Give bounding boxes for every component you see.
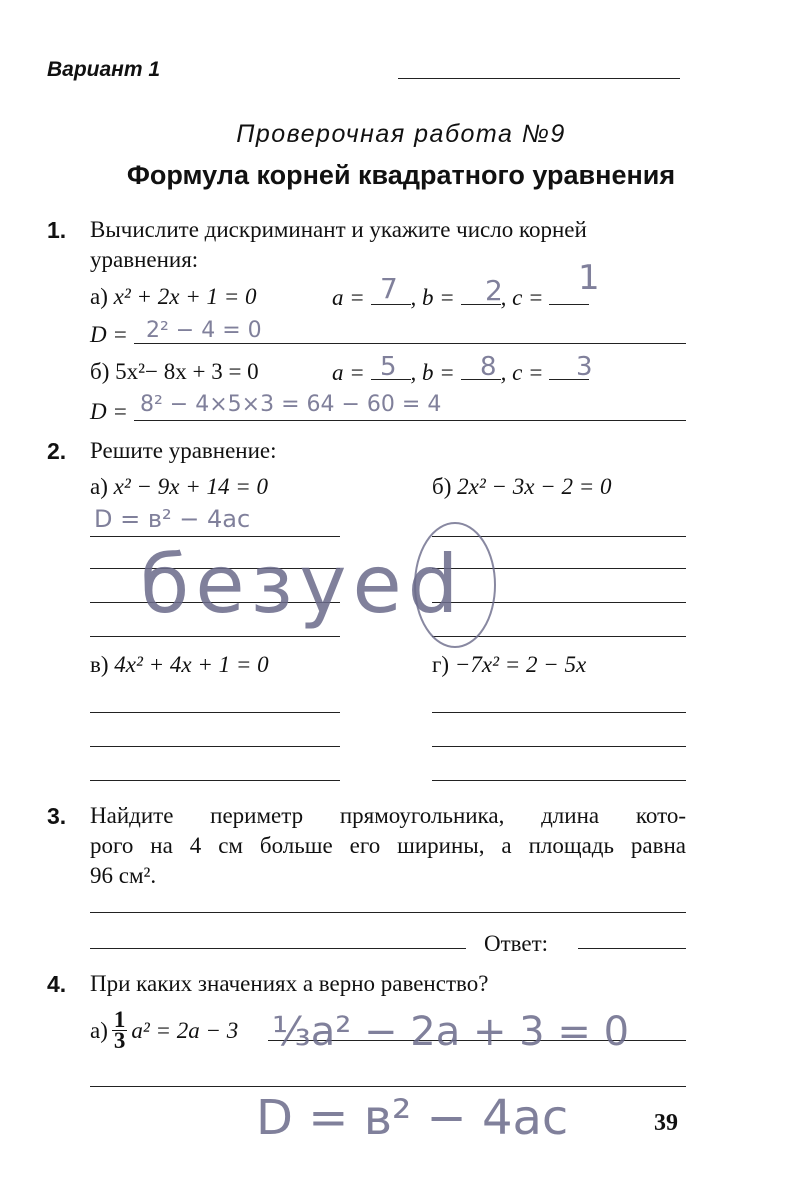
task-1b-d-line[interactable] <box>134 420 686 421</box>
task-2a-eq: x² − 9x + 14 = 0 <box>113 474 268 499</box>
hw-task2-scrawl: безуеd <box>140 538 465 631</box>
task-2g-line-3[interactable] <box>432 780 686 781</box>
task-1b-equation <box>90 357 259 387</box>
task-1a-coefficients <box>332 282 589 313</box>
task-1b-d-label: D = <box>90 399 128 424</box>
task-1a-eq: x² + 2x + 1 = 0 <box>113 284 257 309</box>
task-2a-label: а) <box>90 474 108 499</box>
hw-task4-eq: ⅓a² − 2a + 3 = 0 <box>272 1009 630 1055</box>
coef-b-label: , b = <box>410 285 455 310</box>
task-2b-line-1[interactable] <box>432 536 686 537</box>
hw-d2: 8² − 4×5×3 = 64 − 60 = 4 <box>140 392 442 417</box>
task-4a-line-2[interactable] <box>90 1086 686 1087</box>
task-1a-d-line[interactable] <box>134 343 686 344</box>
coef-c-label: , c = <box>500 285 544 310</box>
task-2v-label: в) <box>90 652 109 677</box>
task-2b-line-2[interactable] <box>432 568 686 569</box>
task-2g-line-2[interactable] <box>432 746 686 747</box>
task-2a-line-1[interactable] <box>90 536 340 537</box>
task-3-answer-label: Ответ: <box>484 931 549 956</box>
hw-coef-a: 7 <box>380 272 398 305</box>
coef-a-label: a = <box>332 285 365 310</box>
coef-b-label-b: , b = <box>410 360 455 385</box>
fraction-numerator: 1 <box>113 1007 126 1032</box>
task-3-line2: рого на 4 см больше его ширины, а площадь равна <box>90 833 686 858</box>
task-3-line-2[interactable] <box>90 948 466 949</box>
task-4a-eq: a² = 2a − 3 <box>131 1017 239 1043</box>
task-2b-equation <box>432 472 612 502</box>
task-3-line3: 96 см². <box>90 863 157 888</box>
task-4-number: 4. <box>47 971 67 997</box>
task-3-line-1[interactable] <box>90 912 686 913</box>
task-2v-equation <box>90 650 269 680</box>
task-2b-eq: 2x² − 3x − 2 = 0 <box>457 474 612 499</box>
fraction-denominator: 3 <box>113 1028 126 1053</box>
task-1-text-line2: уравнения: <box>90 247 199 272</box>
hw-coef-c-b: 3 <box>576 352 593 382</box>
variant-label: Вариант 1 <box>47 58 161 81</box>
hw-task4-disc: D = в² − 4ac <box>256 1090 569 1146</box>
task-1a-label: а) <box>90 284 108 309</box>
task-1b-coefficients <box>332 357 589 388</box>
task-2-number: 2. <box>47 438 67 464</box>
task-2b-label: б) <box>432 474 452 499</box>
task-1a-d-label: D = <box>90 322 128 347</box>
task-3-answer-line[interactable] <box>578 948 686 949</box>
task-4a-equation <box>90 1007 239 1053</box>
task-2v-line-1[interactable] <box>90 712 340 713</box>
task-2a-line-4[interactable] <box>90 636 340 637</box>
task-2v-line-2[interactable] <box>90 746 340 747</box>
task-2b-line-3[interactable] <box>432 602 686 603</box>
task-2b-line-4[interactable] <box>432 636 686 637</box>
task-2g-eq: −7x² = 2 − 5x <box>454 652 587 677</box>
hw-coef-b-b: 8 <box>480 352 497 382</box>
task-1b-label: б) <box>90 359 110 384</box>
task-2v-line-3[interactable] <box>90 780 340 781</box>
task-1b-eq: 5x²− 8x + 3 = 0 <box>115 359 259 384</box>
hw-coef-b: 2 <box>485 274 503 307</box>
task-1-text-line1: Вычислите дискриминант и укажите число корней <box>90 217 587 242</box>
task-4a-label: а) <box>90 1017 108 1043</box>
task-2g-equation <box>432 650 586 680</box>
hw-d1: 2² − 4 = 0 <box>146 318 262 343</box>
coef-a-label-b: a = <box>332 360 365 385</box>
task-2-text: Решите уравнение: <box>90 438 277 463</box>
name-field-line[interactable] <box>398 78 680 79</box>
page-title: Формула корней квадратного уравнения <box>126 160 676 190</box>
task-4-text: При каких значениях a верно равенство? <box>90 971 489 996</box>
task-2g-label: г) <box>432 652 450 677</box>
task-2v-eq: 4x² + 4x + 1 = 0 <box>114 652 269 677</box>
task-2g-line-1[interactable] <box>432 712 686 713</box>
task-3-line1: Найдите периметр прямоугольника, длина кото- <box>90 803 686 828</box>
task-4a-fraction <box>112 1007 128 1053</box>
page-number: 39 <box>654 1110 678 1136</box>
coef-c-label-b: , c = <box>500 360 544 385</box>
hw-coef-a-b: 5 <box>380 352 397 382</box>
page-subtitle: Проверочная работа №9 <box>236 120 566 148</box>
task-3-number: 3. <box>47 803 67 829</box>
hw-coef-c: 1 <box>578 258 600 298</box>
task-1a-equation <box>90 282 257 312</box>
hw-task2-disc: D = в² − 4ac <box>94 505 251 533</box>
task-2a-equation <box>90 472 268 502</box>
task-1-number: 1. <box>47 217 67 243</box>
